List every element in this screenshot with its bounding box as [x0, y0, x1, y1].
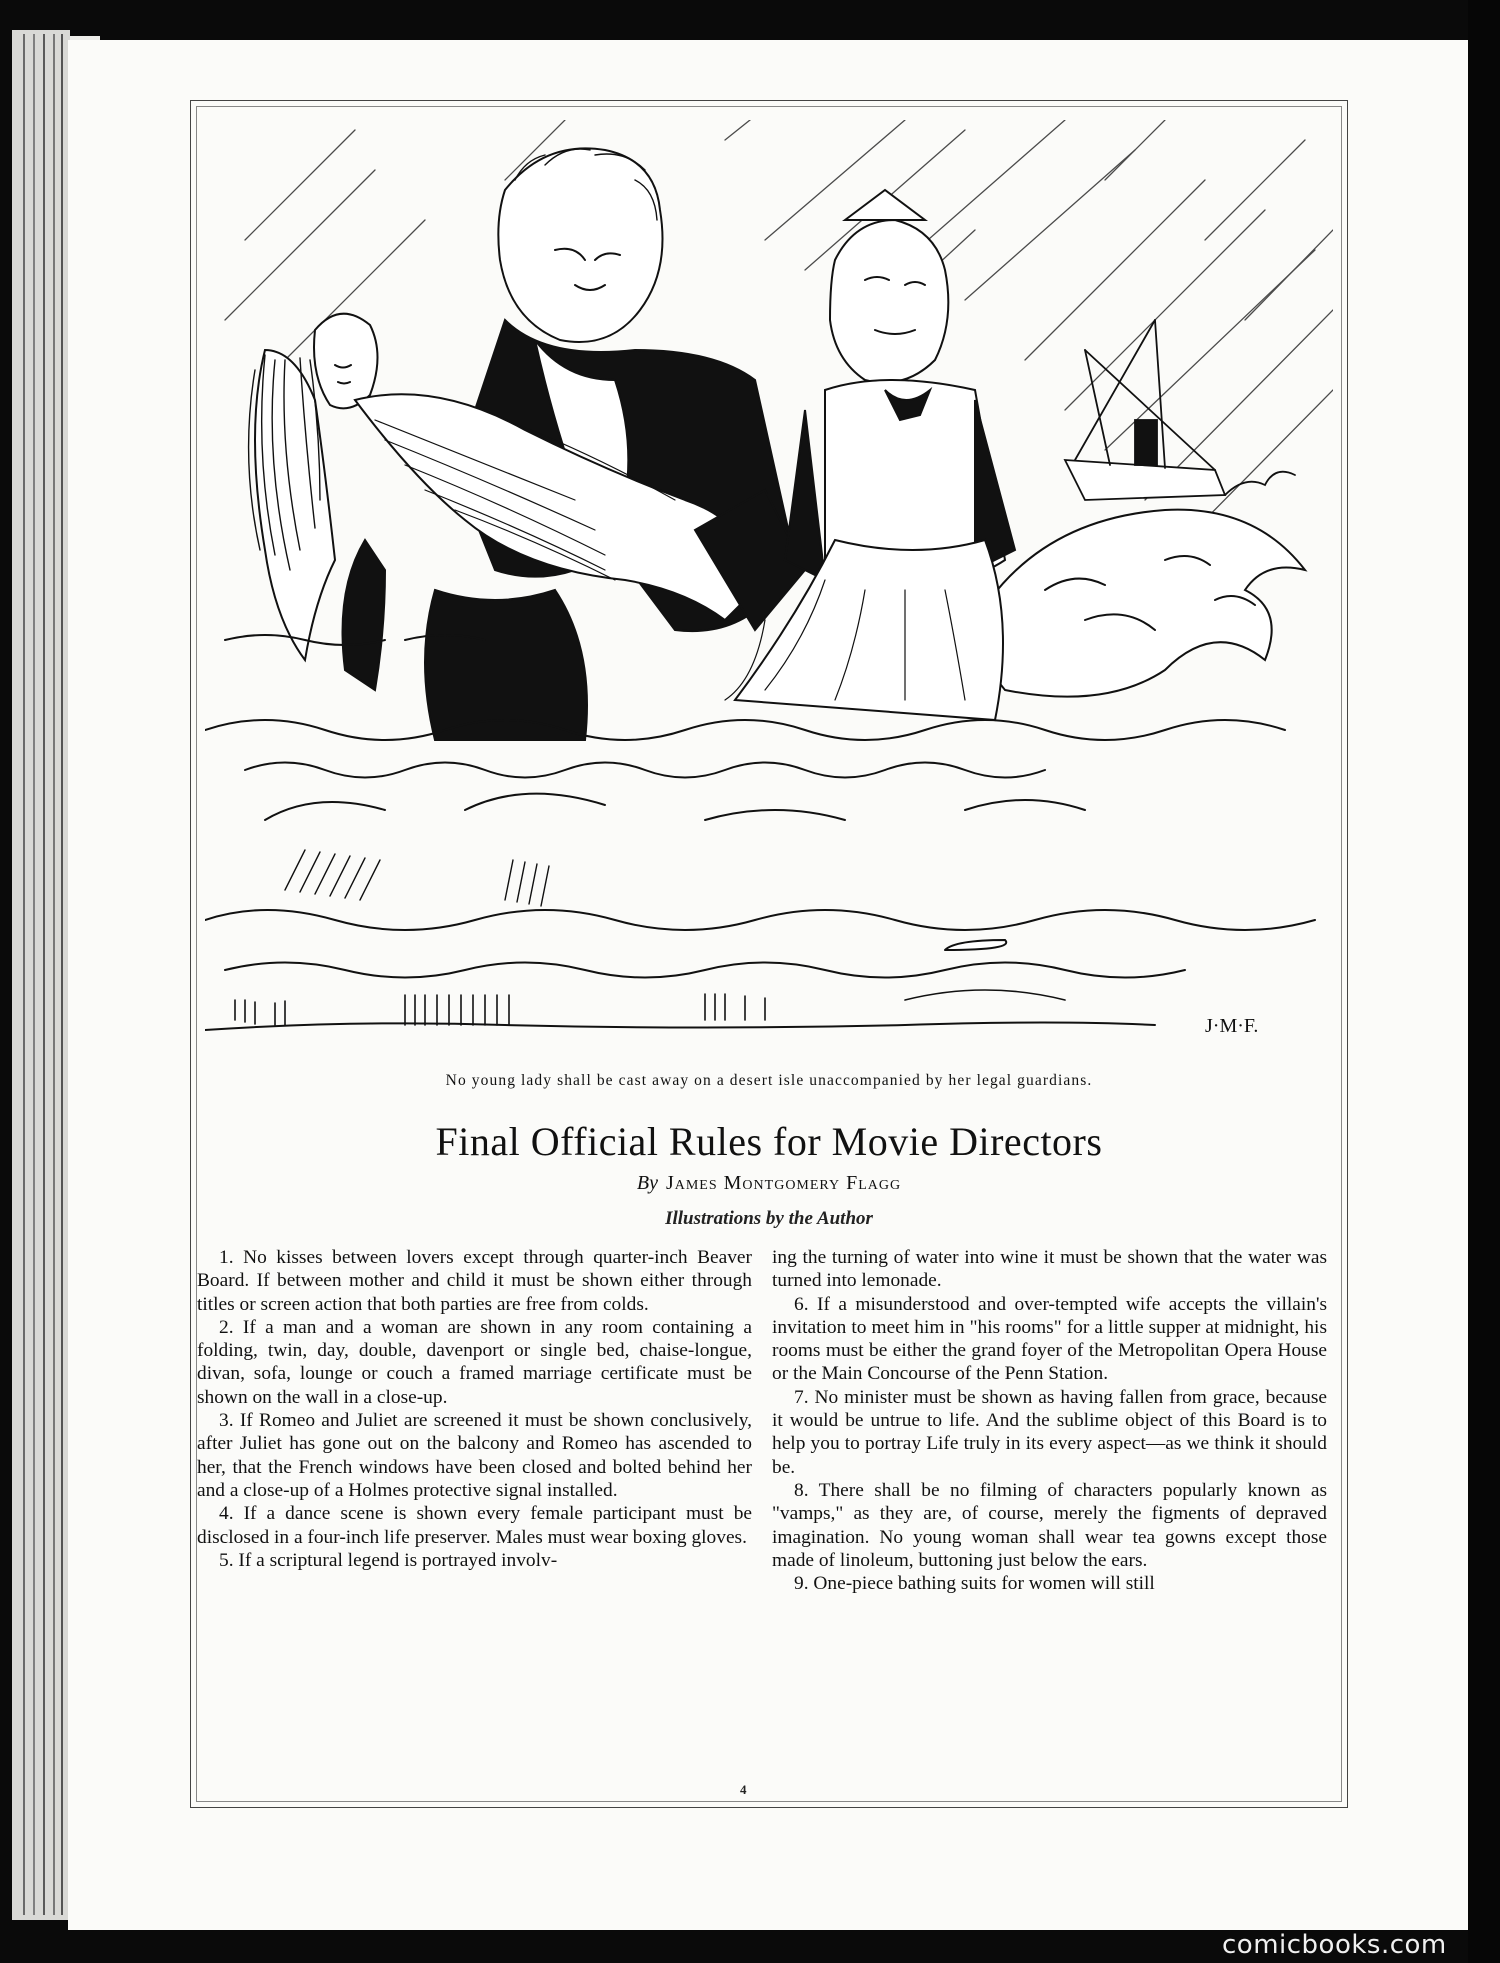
- cartoon-illustration: [205, 120, 1333, 1065]
- right-margin-dark: [1468, 0, 1500, 1963]
- page-number: 4: [740, 1782, 747, 1797]
- column-left: [197, 1246, 752, 1801]
- rule-paragraph: 4. If a dance scene is shown every female participant must be disclosed in a four-inch life preserver. Males must wear boxing gloves.: [197, 1503, 752, 1548]
- illustration-caption: No young lady shall be cast away on a desert isle unaccompanied by her legal guardians.: [445, 1072, 1093, 1089]
- rule-paragraph: 1. No kisses between lovers except through quarter-inch Beaver Board. If between mother and child it must be shown either through titles or screen action that both parties are free from colds.: [197, 1247, 752, 1315]
- rule-paragraph: 9. One-piece bathing suits for women will still: [794, 1573, 1155, 1595]
- article-title: Final Official Rules for Movie Directors: [435, 1119, 1103, 1164]
- rule-paragraph: 8. There shall be no filming of characters popularly known as "vamps," as they are, of course, merely the figments of depraved imagination. No young woman shall wear tea gowns except those made of linoleum, buttoning just below the ears.: [772, 1479, 1327, 1571]
- artist-signature: J·M·F.: [1205, 1015, 1259, 1037]
- rule-paragraph: 6. If a misunderstood and over-tempted wife accepts the villain's invitation to meet him in "his rooms" for a little supper at midnight, his rooms must be either the grand foyer of the Metropolitan Opera House or the Main Concourse of the Penn Station.: [772, 1293, 1327, 1385]
- author-name: James Montgomery Flagg: [665, 1172, 902, 1194]
- byline: [205, 1172, 1333, 1195]
- rule-paragraph: 2. If a man and a woman are shown in any room containing a folding, twin, day, double, davenport or single bed, chaise-longue, divan, sofa, lounge or couch a framed marriage certificate must be shown on the wall in a close-up.: [197, 1316, 752, 1408]
- article-body: [197, 1246, 1327, 1801]
- byline-by: By: [636, 1172, 658, 1194]
- rule-paragraph-continued: ing the turning of water into wine it must be shown that the water was turned into lemonade.: [772, 1247, 1327, 1292]
- rule-paragraph: 3. If Romeo and Juliet are screened it must be shown conclusively, after Juliet has gone out on the balcony and Romeo has ascended to her, that the French windows have been closed and bolted behind her and a close-up of a Holmes protective signal installed.: [197, 1410, 752, 1501]
- column-right: [772, 1246, 1327, 1801]
- site-watermark: comicbooks.com: [1222, 1930, 1447, 1960]
- rule-paragraph: 5. If a scriptural legend is portrayed involv-: [219, 1549, 558, 1571]
- rule-paragraph: 7. No minister must be shown as having fallen from grace, because it would be untrue to life. And the sublime object of this Board is to help you to portray Life truly in its every aspect—as we think it should be.: [772, 1386, 1327, 1478]
- illustration-credit: Illustrations by the Author: [665, 1208, 873, 1229]
